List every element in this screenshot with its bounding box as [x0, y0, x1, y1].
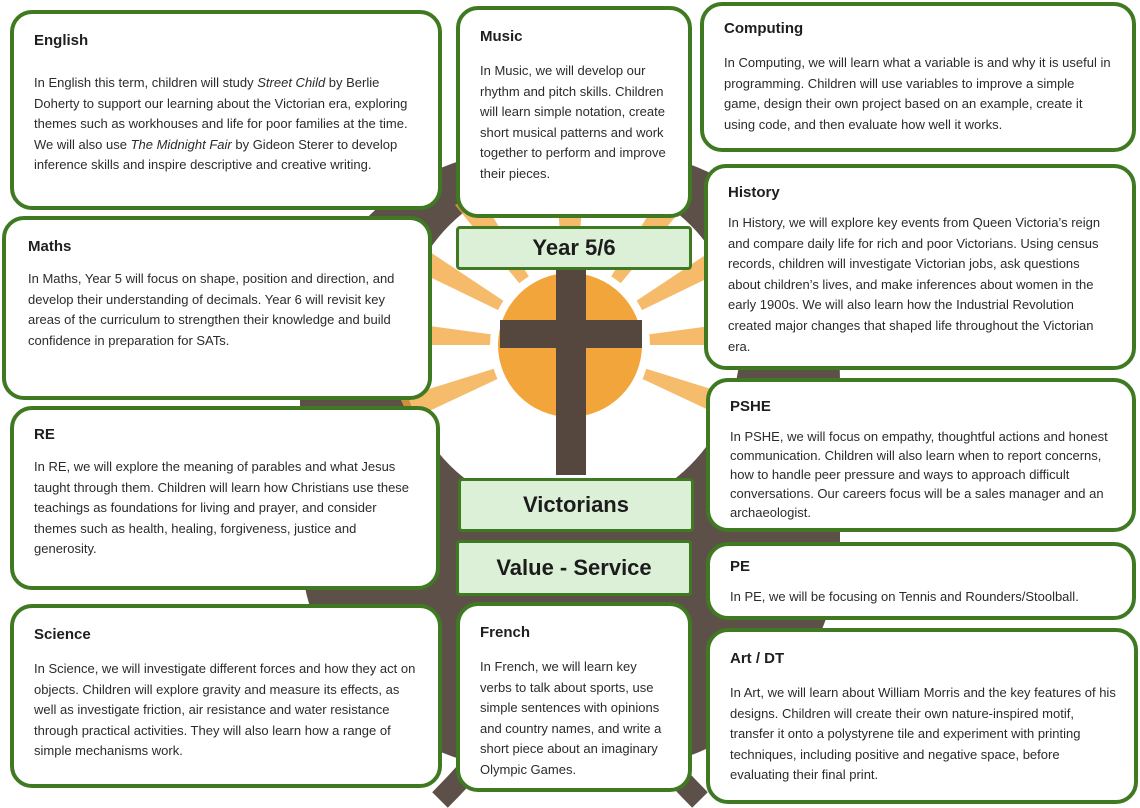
- french-text: In French, we will learn key verbs to talk about sports, use simple sentences with opinions and country names, and write a short piece about an imaginary Olympic Games.: [480, 659, 662, 777]
- year-group-label: Year 5/6: [456, 226, 692, 270]
- book-title-midnight-fair: The Midnight Fair: [130, 136, 232, 152]
- english-box: [10, 10, 442, 210]
- music-box: [456, 6, 692, 218]
- pe-text: In PE, we will be focusing on Tennis and Rounders/Stoolball.: [730, 589, 1079, 604]
- art-dt-text: In Art, we will learn about William Morris and the key features of his designs. Children will create their own nature-inspired motif, transfer it onto a polystyrene tile and experiment with printing techniques, including positive and negative space, before evaluating their final print.: [730, 685, 1116, 783]
- english-title: English: [34, 32, 89, 49]
- english-text: In English this term, children will study Street Child by Berlie Doherty to support our learning about the Victorian era, exploring themes such as workhouses and life for poor families at the time. We will also use The Midnight Fair by Gideon Sterer to develop inference skills and inspire descriptive and creative writing.: [34, 75, 408, 173]
- maths-text: In Maths, Year 5 will focus on shape, position and direction, and develop their understanding of decimals. Year 6 will revisit key areas of the curriculum to strengthen their knowledge and build confidence in preparation for SATs.: [28, 271, 395, 348]
- pshe-text: In PSHE, we will focus on empathy, thoughtful actions and honest communication. Children will also learn when to report concerns, how to handle peer pressure and ways to approach difficult conversations. Our careers focus will be a sales manager and an archaeologist.: [730, 429, 1108, 520]
- art-dt-box: [706, 628, 1138, 804]
- french-box: [456, 602, 692, 792]
- french-title: French: [480, 624, 531, 641]
- science-box: [10, 604, 442, 788]
- computing-box: [700, 2, 1136, 152]
- re-text: In RE, we will explore the meaning of parables and what Jesus taught through them. Children will learn how Christians use these teachings as foundations for living and prayer, and consider themes such as health, healing, forgiveness, justice and generosity.: [34, 459, 410, 557]
- history-box: [704, 164, 1136, 370]
- re-box: [10, 406, 440, 590]
- re-title: RE: [34, 426, 55, 443]
- history-text: In History, we will explore key events from Queen Victoria’s reign and compare daily life for rich and poor Victorians. Using census records, children will investigate Victorian jobs, ask questions about children’s lives, and make inferences about women in the early 1900s. We will also learn how the Industrial Revolution created major changes that shaped life throughout the Victorian era.: [728, 215, 1101, 354]
- history-title: History: [728, 184, 780, 201]
- computing-title: Computing: [724, 20, 804, 37]
- book-title-street-child: Street Child: [257, 75, 326, 90]
- maths-title: Maths: [28, 238, 72, 255]
- pshe-box: [706, 378, 1136, 532]
- maths-box: [2, 216, 432, 400]
- music-text: In Music, we will develop our rhythm and pitch skills. Children will learn simple notation, create short musical patterns and work together to perform and improve their pieces.: [480, 63, 666, 181]
- pshe-title: PSHE: [730, 398, 771, 415]
- art-dt-title: Art / DT: [730, 650, 785, 667]
- topic-label: Victorians: [458, 478, 694, 532]
- computing-text: In Computing, we will learn what a variable is and why it is useful in programming. Children will use variables to improve a simple game, design their own project based on an example, create it using code, and then evaluate how well it works.: [724, 55, 1111, 132]
- value-label: Value - Service: [456, 540, 692, 596]
- science-text: In Science, we will investigate different forces and how they act on objects. Children will explore gravity and measure its effects, as well as investigate friction, air resistance and water resistance through practical activities. They will also learn how a range of simple mechanisms work.: [34, 661, 416, 759]
- pe-box: [706, 542, 1136, 620]
- pe-title: PE: [730, 558, 751, 575]
- music-title: Music: [480, 28, 523, 45]
- science-title: Science: [34, 626, 91, 643]
